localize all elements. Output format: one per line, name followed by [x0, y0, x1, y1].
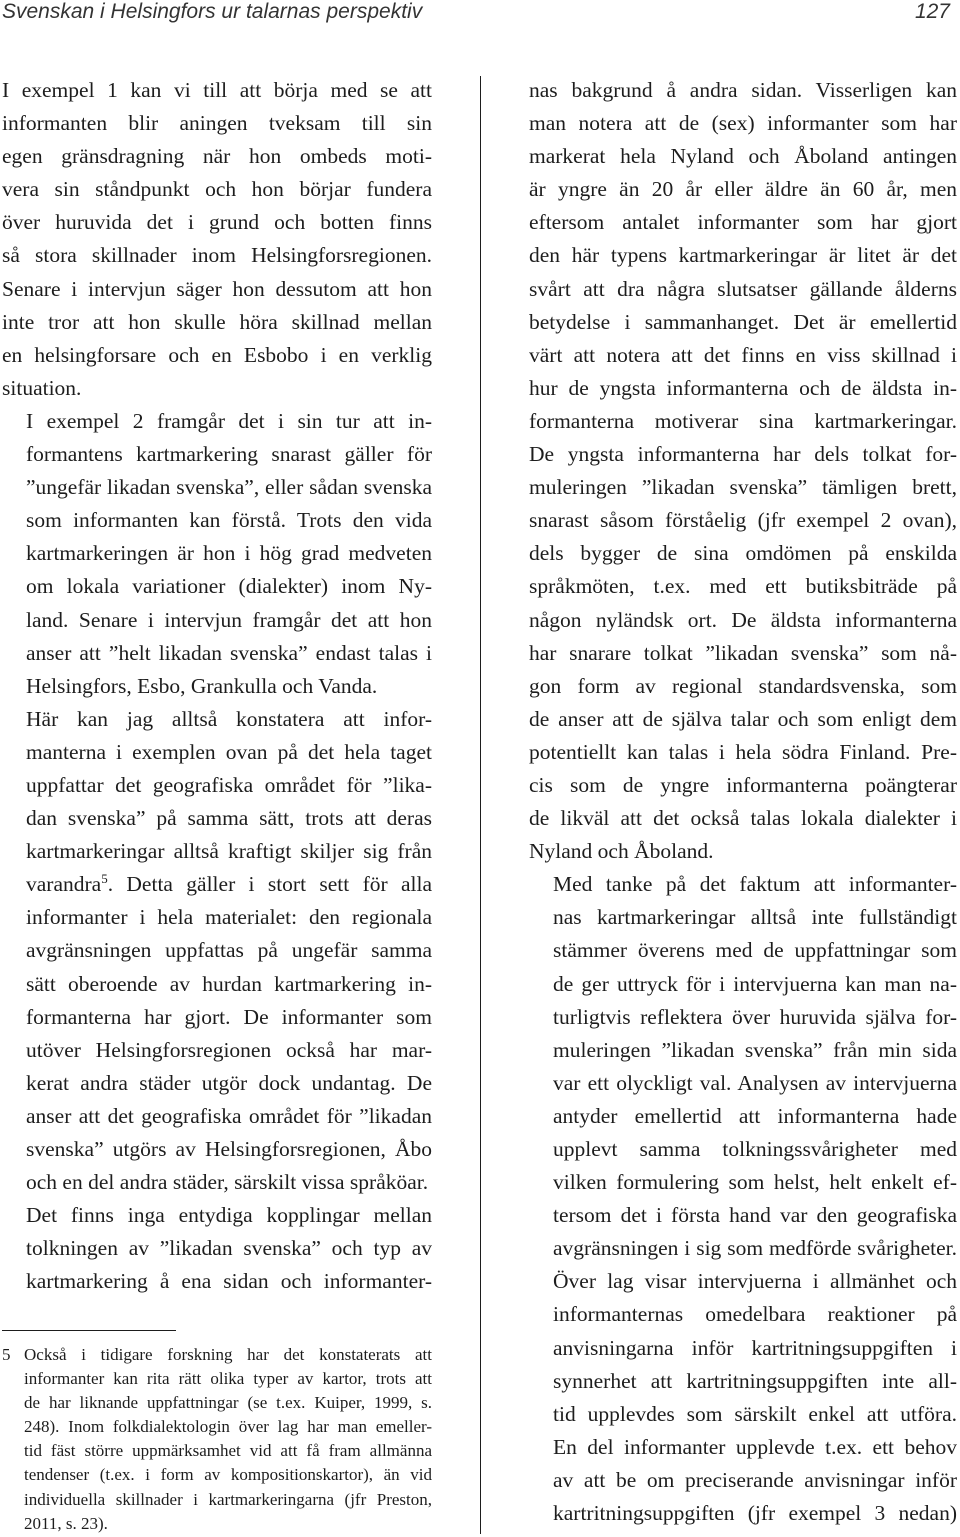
- text-line: upplevt samma tolkningssvårigheter med: [553, 1137, 957, 1161]
- text-line: formantens kartmarkering snarast gäller för: [26, 442, 432, 467]
- text-line: man notera att de (sex) informanter som har: [529, 111, 957, 136]
- text-line: sätt oberoende av hurdan kartmarkering in-: [26, 971, 432, 996]
- text-line: individuella skillnader i kartmarkeringarna (jfr Preston,: [24, 1489, 432, 1509]
- text-line: formanterna motiverar sina kartmarkeringar.: [529, 408, 957, 433]
- text-line: tendenser (t.ex. i form av kompositionskartor), än vid: [24, 1465, 432, 1485]
- footnote-number: 5: [2, 1345, 11, 1364]
- text-line: kartmarkeringar alltså kraftigt skiljer sig från: [26, 839, 432, 864]
- text-line: som informanten kan förstå. Trots den vida: [26, 508, 432, 533]
- paragraph: [529, 868, 957, 1530]
- text-line: formanterna har gjort. De informanter som: [26, 1004, 432, 1029]
- text-line: nas kartmarkeringar alltså inte fullständigt: [553, 905, 957, 930]
- text-line: inte tror att hon skulle höra skillnad mellan: [2, 309, 432, 334]
- text-line: om lokala variationer (dialekter) inom Ny-: [26, 574, 432, 599]
- text-line: egen gränsdragning när hon ombeds moti-: [2, 144, 432, 169]
- text-line: dels bygger de sina omdömen på enskilda: [529, 541, 957, 566]
- text-line: så stora skillnader inom Helsingforsregionen.: [2, 243, 432, 268]
- text-line: informanter i hela materialet: den regionala: [26, 905, 432, 930]
- text-line: de ger uttryck för i intervjuerna kan man na-: [553, 971, 957, 996]
- text-line: ”ungefär likadan svenska”, eller sådan svenska: [26, 475, 432, 500]
- text-line: antyder emellertid att informanterna hade: [553, 1103, 957, 1128]
- text-line: avgränsningen uppfattas på ungefär samma: [26, 938, 432, 963]
- paragraph: [2, 703, 432, 1199]
- right-column: [529, 74, 957, 1530]
- page-number: 127: [914, 0, 950, 23]
- text-line: Också i tidigare forskning har det konstaterats att: [24, 1345, 432, 1364]
- text-line: språkmöten, t.ex. med ett butiksbiträde på: [529, 574, 957, 599]
- text-line: 248). Inom folkdialektologin över lag har man emeller-: [24, 1417, 432, 1437]
- text-line: de anser att de själva talar och som enligt dem: [529, 706, 957, 731]
- text-line: nas bakgrund å andra sidan. Visserligen kan: [529, 78, 957, 102]
- text-line: de likväl att det också talas lokala dialekter i: [529, 806, 957, 831]
- text-line: tid upplevdes som särskilt enkel att utföra.: [553, 1401, 957, 1426]
- text-line: snarast såsom förståelig (jfr exempel 2 ovan),: [529, 508, 957, 533]
- text-line: manterna i exemplen ovan på det hela taget: [26, 739, 432, 764]
- text-line: är yngre än 20 år eller äldre än 60 år, men: [529, 177, 957, 202]
- text-line: vera sin ståndpunkt och hon börjar fundera: [2, 177, 432, 202]
- text-line: tid fäst större uppmärksamhet vid att få fram allmänna: [24, 1441, 432, 1461]
- text-line: En del informanter upplevde t.ex. ett behov: [553, 1434, 957, 1459]
- running-title: Svenskan i Helsingfors ur talarnas perspektiv: [2, 0, 423, 23]
- text-line: någon nyländsk ort. De äldsta informanterna: [529, 607, 957, 632]
- text-line: värt att notera att det finns en viss skillnad i: [529, 342, 957, 367]
- text-line: och en del andra städer, särskilt vissa språköar.: [26, 1170, 429, 1195]
- text-line: Helsingfors, Esbo, Grankulla och Vanda.: [26, 673, 378, 698]
- text-line: muleringen ”likadan svenska” från min sida: [553, 1037, 957, 1062]
- text-line: turligtvis reflektera över huruvida själva for-: [553, 1004, 957, 1029]
- text-line: kartmarkering å ena sidan och informanter-: [26, 1269, 432, 1294]
- text-line: av att be om preciserande anvisningar inför: [553, 1467, 957, 1492]
- footnote: [2, 1343, 432, 1536]
- text-line: svårt att dra några slutsatser gällande ålderns: [529, 276, 957, 301]
- paragraph: [2, 74, 432, 405]
- text-line: Över lag visar intervjuerna i allmänhet och: [553, 1269, 957, 1294]
- text-line: de har liknande uppfattningar (se t.ex. Kuiper, 1999, s.: [24, 1393, 432, 1413]
- text-line: Det finns inga entydiga kopplingar mellan: [26, 1203, 432, 1228]
- text-line: Här kan jag alltså konstatera att infor-: [26, 706, 432, 731]
- text-line: anser att ”helt likadan svenska” endast talas i: [26, 640, 432, 665]
- text-line: utöver Helsingforsregionen också har mar-: [26, 1037, 432, 1062]
- text-line: situation.: [2, 375, 82, 400]
- footnote-text: [2, 1343, 432, 1536]
- text-line: gon form av regional standardsvenska, som: [529, 673, 957, 698]
- text-line: en helsingforsare och en Esbobo i en verklig: [2, 342, 432, 367]
- text-line: Senare i intervjun säger hon dessutom att hon: [2, 276, 432, 301]
- text-line: 2011, s. 23).: [24, 1513, 108, 1533]
- text-line: land. Senare i intervjun framgår det att hon: [26, 607, 432, 632]
- text-line: den här typens kartmarkeringar är litet är det: [529, 243, 957, 268]
- text-line: uppfattar det geografiska området för ”lika-: [26, 772, 432, 797]
- text-line: vilken formulering som helst, helt enkelt ef-: [553, 1170, 957, 1195]
- text-line: muleringen ”likadan svenska” tämligen brett,: [529, 475, 957, 500]
- text-line: anser att det geografiska området för ”likadan: [26, 1103, 432, 1128]
- text-line: stämmer överens med de uppfattningar som: [553, 938, 957, 963]
- text-line: betydelse i sammanhanget. Det är emellertid: [529, 309, 957, 334]
- text-line: cis som de yngre informanterna poängterar: [529, 772, 957, 797]
- text-line: kartritningsuppgiften (jfr exempel 3 nedan): [553, 1501, 957, 1526]
- text-line: informanter kan rita rätt olika typer av kartor, trots att: [24, 1369, 432, 1389]
- text-line: var ett olyckligt val. Analysen av intervjuerna: [553, 1070, 957, 1095]
- text-line: informanten blir aningen tveksam till sin: [2, 111, 432, 136]
- paragraph: [2, 1199, 432, 1298]
- text-line: dan svenska” på samma sätt, trots att deras: [26, 806, 432, 831]
- footnote-rule: [2, 1330, 176, 1331]
- running-header: [0, 0, 960, 28]
- text-line: kerat andra städer utgör dock undantag. De: [26, 1070, 432, 1095]
- text-line: Med tanke på det faktum att informanter-: [553, 872, 957, 897]
- text-line: har snarare tolkat ”likadan svenska” som nå-: [529, 640, 957, 665]
- column-divider: [480, 76, 481, 1534]
- text-line: svenska” utgörs av Helsingforsregionen, Åbo: [26, 1137, 432, 1161]
- text-line: potentiellt kan talas i hela södra Finland. Pre-: [529, 739, 957, 764]
- text-line: tolkningen av ”likadan svenska” och typ av: [26, 1236, 432, 1261]
- text-line: varandra$^5$. Detta gäller i stort sett för alla: [26, 871, 432, 897]
- text-line: anvisningarna inför kartritningsuppgiften i: [553, 1335, 957, 1360]
- left-column: [2, 74, 432, 1298]
- paragraph: [2, 405, 432, 703]
- text-line: eftersom antalet informanter som har gjort: [529, 210, 957, 235]
- footnote-reference[interactable]: 5: [101, 871, 108, 887]
- text-line: hur de yngsta informanterna och de äldsta in-: [529, 375, 957, 400]
- text-line: tersom det i första hand var den geografiska: [553, 1203, 957, 1228]
- text-line: avgränsningen i sig som medförde svårigheter.: [553, 1236, 957, 1261]
- text-line: I exempel 1 kan vi till att börja med se att: [2, 78, 432, 102]
- text-line: I exempel 2 framgår det i sin tur att in-: [26, 408, 432, 433]
- text-line: markerat hela Nyland och Åboland antingen: [529, 144, 957, 169]
- text-line: De yngsta informanterna har dels tolkat for-: [529, 442, 957, 467]
- text-line: över huruvida det i grund och botten finns: [2, 210, 432, 235]
- text-line: informanternas omedelbara reaktioner på: [553, 1302, 957, 1327]
- text-line: Nyland och Åboland.: [529, 839, 714, 864]
- paragraph: [529, 74, 957, 868]
- text-line: synnerhet att kartritningsuppgiften inte all-: [553, 1368, 957, 1393]
- text-line: kartmarkeringen är hon i hög grad medveten: [26, 541, 432, 566]
